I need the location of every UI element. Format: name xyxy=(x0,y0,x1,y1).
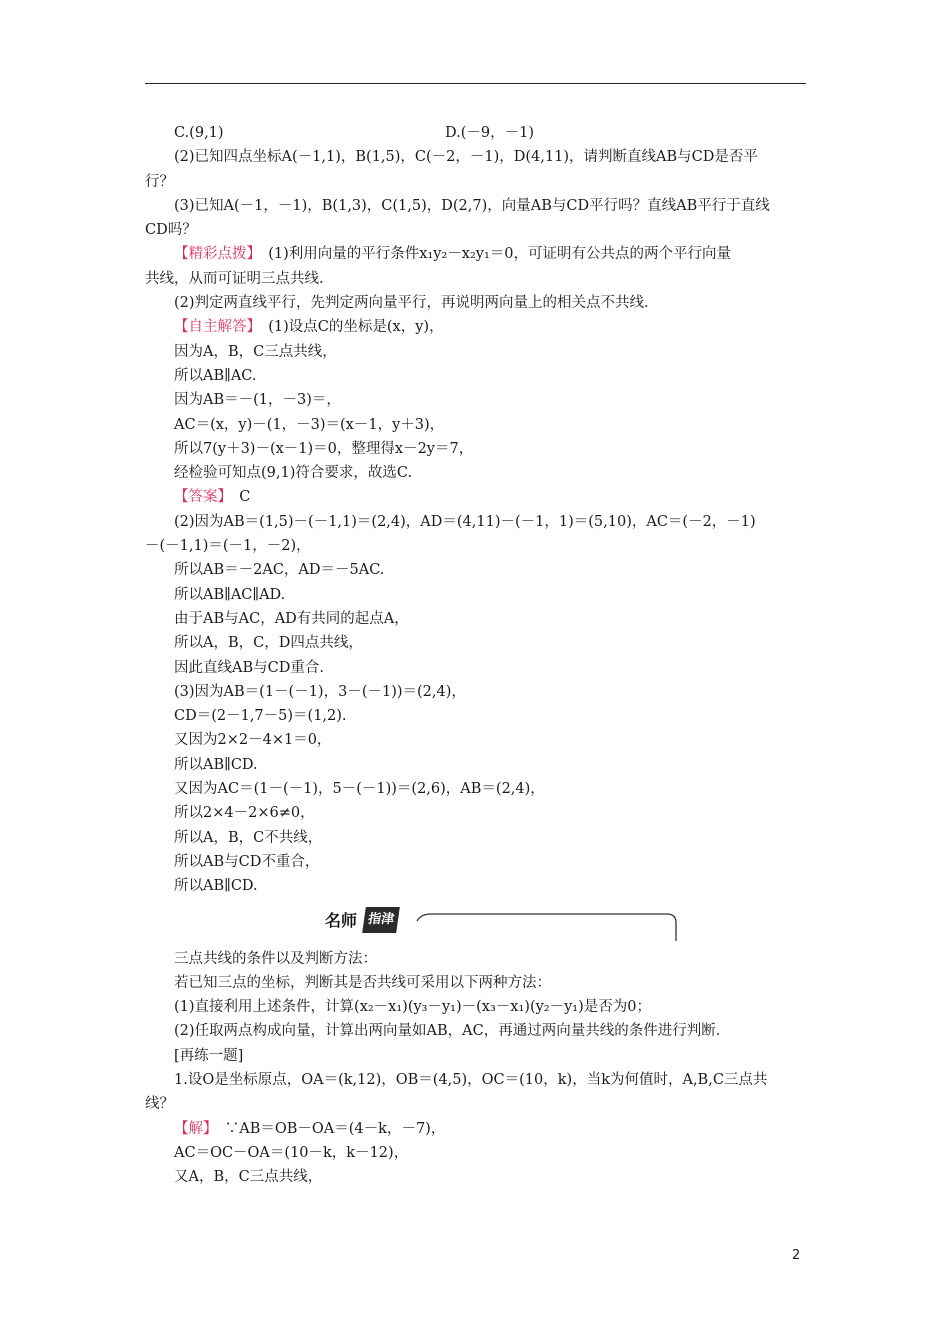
problem-3-line-2: CD吗？ xyxy=(145,222,197,239)
answer-options xyxy=(145,121,806,145)
part-3-line: 所以AB∥CD. xyxy=(174,878,258,895)
answer-value: C xyxy=(224,489,251,506)
hint-line-1 xyxy=(145,242,806,266)
part-3-line: 又因为2×2－4×1＝0， xyxy=(174,732,332,749)
tips-line: (1)直接利用上述条件，计算(x₂－x₁)(y₃－y₁)－(x₃－x₁)(y₂－y₁)是否为0； xyxy=(174,999,651,1016)
tips-line: 三点共线的条件以及判断方法： xyxy=(174,950,377,967)
part-2-line: 由于AB与AC，AD有共同的起点A， xyxy=(174,610,409,627)
part-3-line: 所以A，B，C不共线， xyxy=(174,829,323,846)
hint-text: (1)利用向量的平行条件x₁y₂－x₂y₁＝0，可证明有公共点的两个平行向量 xyxy=(253,246,732,263)
part-3-line: 所以2×4－2×6≠0， xyxy=(174,805,315,822)
page-number: 2 xyxy=(792,1248,801,1263)
solution-line-1 xyxy=(145,315,806,339)
answer-tag: 【答案】 xyxy=(174,489,225,506)
problem-2-line-2: 行？ xyxy=(145,173,174,190)
solution-line: 所以AB∥AC. xyxy=(174,367,257,384)
page-content xyxy=(145,121,806,1189)
part-3-line: 又因为AC＝(1－(－1)，5－(－1))＝(2,6)，AB＝(2,4)， xyxy=(174,781,545,798)
problem-3-line-1: (3)已知A(－1，－1)，B(1,3)，C(1,5)，D(2,7)，向量AB与CD平行吗？直线AB平行于直线 xyxy=(174,197,770,214)
header-rule xyxy=(145,83,806,84)
part-3-line: CD＝(2－1,7－5)＝(1,2). xyxy=(174,708,347,725)
part-2-line: 所以AB∥AC∥AD. xyxy=(174,586,286,603)
problem-2-line-1: (2)已知四点坐标A(－1,1)，B(1,5)，C(－2，－1)，D(4,11)，请判断直线AB与CD是否平 xyxy=(174,149,758,166)
tips-line: 若已知三点的坐标，判断其是否共线可采用以下两种方法： xyxy=(174,974,551,991)
teacher-guidance-banner xyxy=(145,901,806,947)
answer-line xyxy=(145,485,806,509)
solution-line: 经检验可知点(9,1)符合要求，故选C. xyxy=(174,465,413,482)
practice-solution-line: 又A，B，C三点共线， xyxy=(174,1169,323,1186)
banner-frame-icon xyxy=(145,901,806,947)
hint-line-3: (2)判定两直线平行，先判定两向量平行，再说明两向量上的相关点不共线. xyxy=(174,295,649,312)
part-3-line: (3)因为AB＝(1－(－1)，3－(－1))＝(2,4)， xyxy=(174,683,466,700)
part-2-line-2: －(－1,1)＝(－1，－2)， xyxy=(145,538,311,555)
part-2-line: 所以AB＝－2AC，AD＝－5AC. xyxy=(174,562,385,579)
option-c: C.(9,1) xyxy=(174,125,224,141)
solution-line: 因为A，B，C三点共线， xyxy=(174,343,337,360)
part-2-line: 所以A，B，C，D四点共线， xyxy=(174,635,363,652)
practice-solution-first: ∵AB＝OB－OA＝(4－k，－7)， xyxy=(210,1120,446,1137)
practice-question-line-1: 1.设O是坐标原点，OA＝(k,12)，OB＝(4,5)，OC＝(10，k)，当k为何值时，A,B,C三点共 xyxy=(174,1071,768,1088)
banner-label-2: 指津 xyxy=(362,907,400,933)
practice-heading: [再练一题] xyxy=(174,1047,244,1064)
hint-tag: 【精彩点拨】 xyxy=(174,246,254,263)
part-2-line-1: (2)因为AB＝(1,5)－(－1,1)＝(2,4)，AD＝(4,11)－(－1，1)＝(5,10)，AC＝(－2，－1) xyxy=(174,513,756,530)
solution-line: AC＝(x，y)－(1，－3)＝(x－1，y＋3)， xyxy=(174,416,445,433)
practice-question-line-2: 线？ xyxy=(145,1096,174,1113)
hint-line-2: 共线，从而可证明三点共线. xyxy=(145,270,324,287)
banner-label-1: 名师 xyxy=(325,910,358,930)
practice-solution-line-1 xyxy=(145,1117,806,1141)
option-d: D.(－9，－1) xyxy=(445,125,534,141)
solution-line: 因为AB＝－(1，－3)＝， xyxy=(174,392,341,409)
solution-first: (1)设点C的坐标是(x，y)， xyxy=(253,319,444,336)
practice-solution-tag: 【解】 xyxy=(174,1120,211,1137)
part-3-line: 所以AB与CD不重合， xyxy=(174,853,320,870)
solution-tag: 【自主解答】 xyxy=(174,319,254,336)
part-3-line: 所以AB∥CD. xyxy=(174,756,258,773)
solution-line: 所以7(y＋3)－(x－1)＝0，整理得x－2y＝7， xyxy=(174,440,474,457)
part-2-line: 因此直线AB与CD重合. xyxy=(174,659,324,676)
tips-line: (2)任取两点构成向量，计算出两向量如AB，AC，再通过两向量共线的条件进行判断. xyxy=(174,1023,721,1040)
practice-solution-line: AC＝OC－OA＝(10－k，k－12)， xyxy=(174,1144,409,1161)
